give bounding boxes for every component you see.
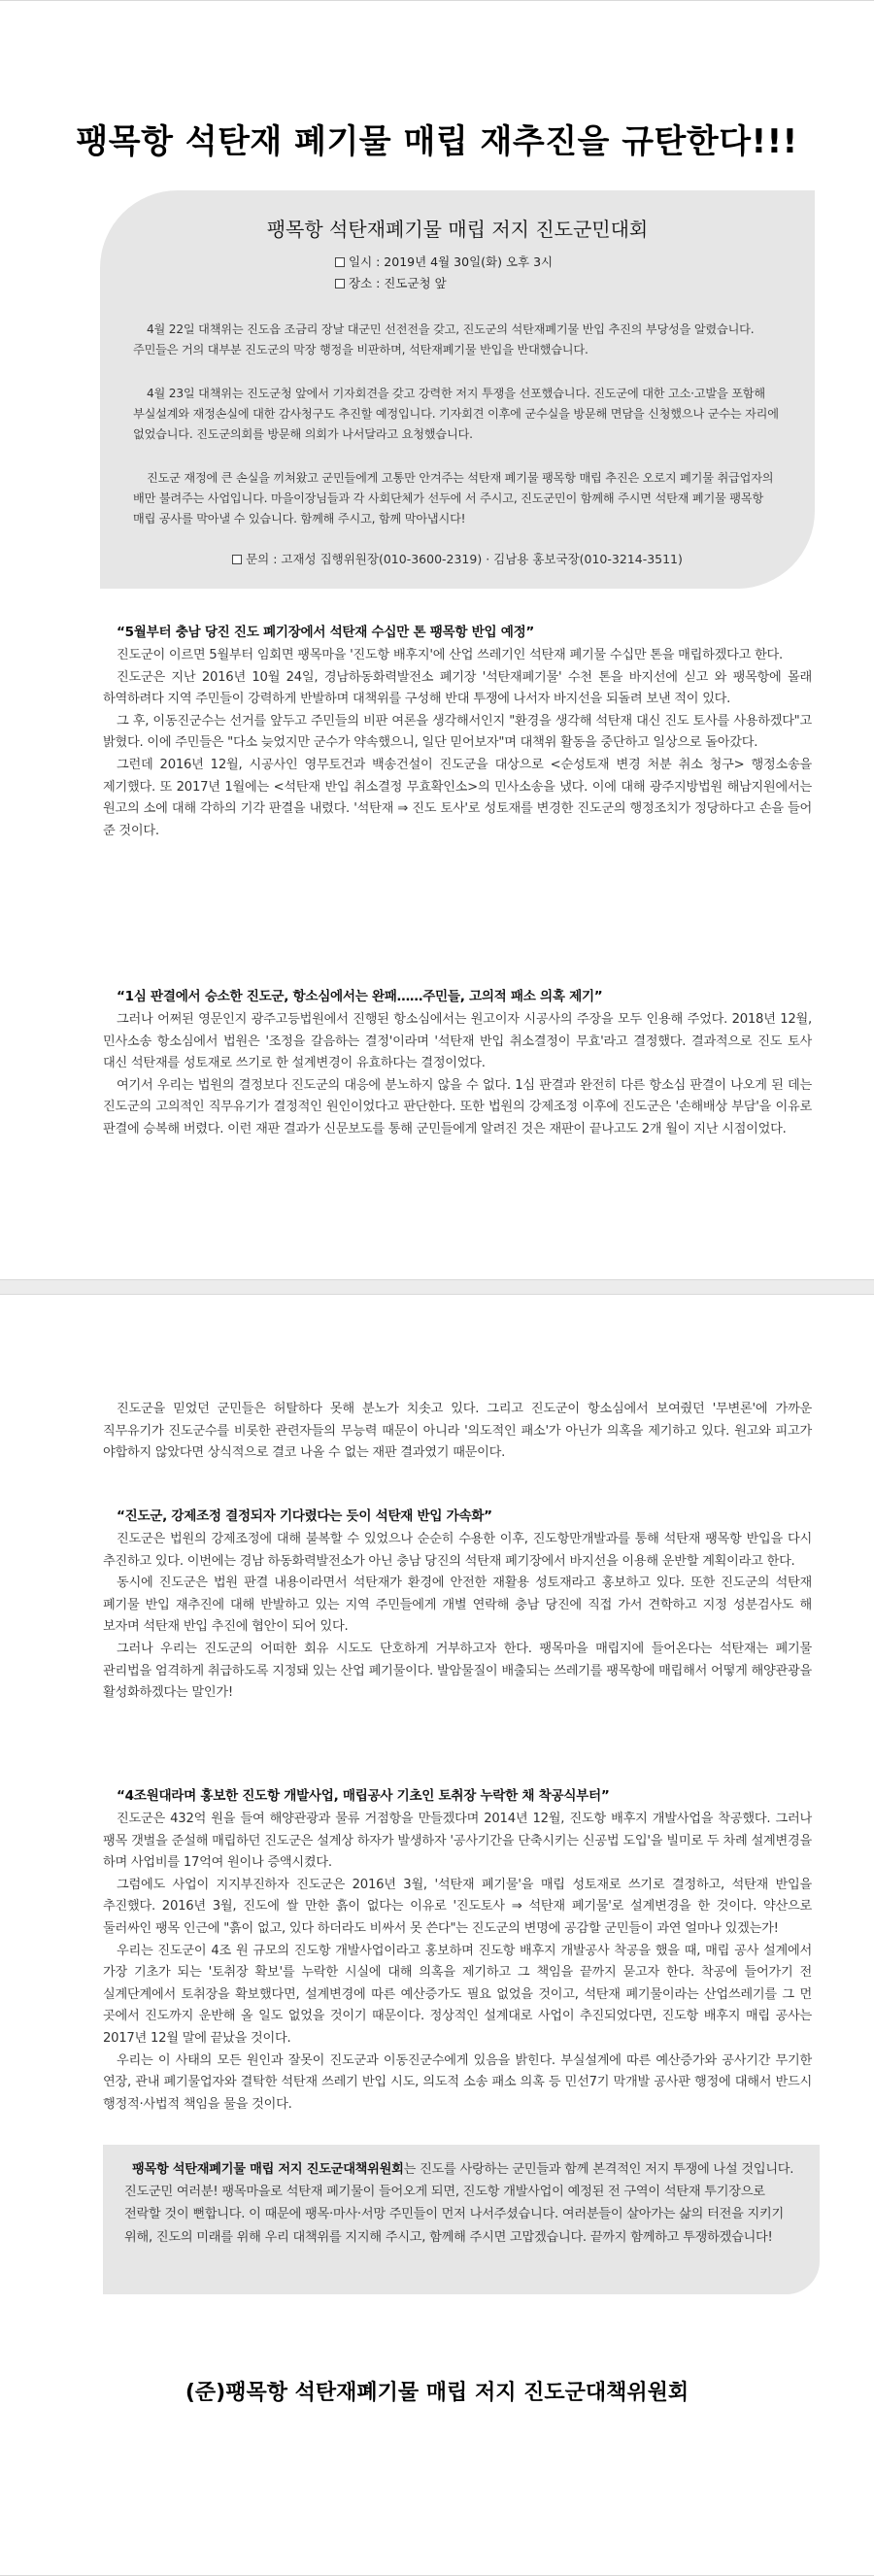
body-paragraph: 우리는 진도군이 4조 원 규모의 진도항 개발사업이라고 홍보하며 진도항 배후지 개발공사 착공을 했을 때, 매립 공사 설계에서 가장 기초가 되는 '토취장 확보'를 누락한 시실에 대해 의혹을 제기하고 그 책임을 끝까지 묻고자 한다. 착공에 들어가기 전 실계단계에서 토취장을 확보했다면, 설계변경에 따른 예산증가도 필요 없었을 것이고, 석탄재 폐기물이라는 산업쓰레기를 그 먼 곳에서 진도까지 운반해 올 일도 없었을 것이기 때문이다. 정상적인 설계대로 사업이 추진되었다면, 진도항 배후지 매립 공사는 2017년 12월 말에 끝났을 것이다. [103, 1943, 812, 2046]
closing-organization: 팽목항 석탄재폐기물 매립 저지 진도군대책위원회 [132, 2162, 404, 2177]
notice-paragraph: 4월 23일 대책위는 진도군청 앞에서 기자회견을 갖고 강력한 저지 투쟁을 선포했습니다. 진도군에 대한 고소·고발을 포함해 부실설계와 재정손실에 대한 감사청구도 추진할 예정입니다. 기자회견 이후에 군수실을 방문해 면담을 신청했으나 군수는 자리에 없었습니다. 진도군의회를 방문해 의회가 나서달라고 요청했습니다. [133, 387, 779, 441]
checkbox-icon [335, 279, 345, 288]
section-heading: “1심 판결에서 승소한 진도군, 항소심에서는 완패……주민들, 고의적 패소 의혹 제기” [117, 989, 603, 1004]
body-paragraph: 진도군이 이르면 5월부터 임회면 팽목마을 '진도항 배후지'에 산업 쓰레기인 석탄재 폐기물 수십만 톤을 매립하겠다고 한다. [117, 648, 783, 662]
body-paragraph: 우리는 이 사태의 모든 원인과 잘못이 진도군과 이동진군수에게 있음을 밝힌다. 부실설계에 따른 예산증가와 공사기간 무기한 연장, 관내 폐기물업자와 결탁한 석탄재 쓰레기 반입 시도, 의도적 소송 패소 의혹 등 민선7기 막개발 공사판 행정에 대해서 반드시 행정적·사법적 책임을 물을 것이다. [103, 2052, 812, 2112]
section-1 [103, 622, 812, 842]
notice-paragraph: 4월 22일 대책위는 진도읍 조금리 장날 대군민 선전전을 갖고, 진도군의 석탄재폐기물 반입 추진의 부당성을 알렸습니다. 주민들은 거의 대부분 진도군의 막장 행정을 비판하며, 석탄재폐기물 반입을 반대했습니다. [133, 322, 755, 356]
section-3 [103, 1399, 812, 1465]
body-paragraph: 진도군을 믿었던 군민들은 허탈하다 못해 분노가 치솟고 있다. 그리고 진도군이 항소심에서 보여줬던 '무변론'에 가까운 직무유기가 진도군수를 비롯한 관련자들의 무능력 때문이 아니라 '의도적인 패소'가 아닌가 의혹을 제기하고 있다. 원고와 피고가 야합하지 않았다면 상식적으로 결코 나올 수 없는 재판 결과였기 때문이다. [103, 1402, 812, 1461]
notice-contact-row [100, 550, 815, 567]
closing-text: 는 진도를 사랑하는 군민들과 함께 본격적인 저지 투쟁에 나설 것입니다. 진도군민 여러분! 팽목마을로 석탄재 폐기물이 들어오게 되면, 진도항 개발사업이 예정된 전 구역이 석탄재 투기장으로 전락할 것이 뻔합니다. 이 때문에 팽목·마사·서망 주민들이 먼저 나서주셨습니다. 여러분들이 살아가는 삶의 터전을 지키기 위해, 진도의 미래를 위해 우리 대책위를 지지해 주시고, 함께해 주시면 고맙겠습니다. 끝까지 함께하고 투쟁하겠습니다! [124, 2162, 794, 2245]
notice-info [133, 252, 782, 294]
notice-paragraph: 진도군 재정에 큰 손실을 끼쳐왔고 군민들에게 고통만 안겨주는 석탄재 폐기물 팽목항 매립 추진은 오로지 폐기물 취급업자의 배만 불려주는 사업입니다. 마을이장님들과 각 사회단체가 선두에 서 주시고, 진도군민이 함께해 주시면 석탄재 폐기물 팽목항 매립 공사를 막아낼 수 있습니다. 함께해 주시고, 함께 막아냅시다! [133, 471, 774, 525]
section-heading: “4조원대라며 홍보한 진도항 개발사업, 매립공사 기초인 토취장 누락한 채 착공식부터” [117, 1788, 610, 1804]
body-paragraph: 그럼에도 사업이 지지부진하자 진도군은 2016년 3월, '석탄재 폐기물'을 매립 성토재로 쓰기로 결정하고, 석탄재 반입을 추진했다. 2016년 3월, 진도에 쌀 만한 흙이 없다는 이유로 '진도토사 ⇒ 석탄재 폐기물'로 설계변경을 한 것이다. 약산으로 둘러싸인 팽목 인근에 "흙이 없고, 있다 하더라도 비싸서 못 쓴다"는 진도군의 변명에 공감할 군민들이 과연 얼마나 있겠는가! [103, 1877, 812, 1936]
body-paragraph: 진도군은 432억 원을 들여 해양관광과 물류 거점항을 만들겠다며 2014년 12월, 진도항 배후지 개발사업을 착공했다. 그러나 팽목 갯벌을 준설해 매립하던 진도군은 설계상 하자가 발생하자 '공사기간을 단축시키는 신공법 도입'을 빌미로 두 차례 설계변경을 하며 사업비를 17억여 원이나 증액시켰다. [103, 1812, 812, 1871]
section-2 [103, 986, 812, 1141]
notice-place: 장소 : 진도군청 앞 [349, 276, 447, 290]
checkbox-icon [335, 257, 345, 267]
body-paragraph: 여기서 우리는 법원의 결정보다 진도군의 대응에 분노하지 않을 수 없다. 1심 판결과 완전히 다른 항소심 판결이 나오게 된 데는 진도군의 고의적인 직무유기가 결정적인 원인이었다고 판단한다. 또한 법원의 강제조정 이후에 진도군은 '손해배상 부담'을 이유로 판결에 승복해 버렸다. 이런 재판 결과가 신문보도를 통해 군민들에게 알려진 것은 재판이 끝나고도 2개 월이 지난 시점이었다. [103, 1077, 812, 1136]
notice-datetime-row [335, 252, 782, 273]
notice-contact: 문의 : 고재성 집행위원장(010-3600-2319) · 김남용 홍보국장(010-3214-3511) [246, 552, 683, 566]
main-title: 팽목항 석탄재 폐기물 매립 재추진을 규탄한다!!! [76, 122, 798, 161]
footer-signature: (준)팽목항 석탄재폐기물 매립 저지 진도군대책위원회 [185, 2381, 689, 2405]
checkbox-icon [232, 555, 242, 564]
notice-title: 팽목항 석탄재폐기물 매립 저지 진도군민대회 [266, 218, 649, 241]
body-paragraph: 동시에 진도군은 법원 판결 내용이라면서 석탄재가 환경에 안전한 재활용 성토재라고 홍보하고 있다. 또한 진도군의 석탄재 폐기물 반입 재추진에 대해 반발하고 있는 지역 주민들에게 개별 연락해 충남 당진에 직접 가서 견학하고 지정 성분검사도 해 보자며 석탄재 반입 추진에 협안이 되어 있다. [103, 1576, 812, 1635]
notice-datetime: 일시 : 2019년 4월 30일(화) 오후 3시 [349, 254, 554, 269]
notice-place-row [335, 273, 782, 294]
closing-statement-box [103, 2145, 820, 2294]
section-5 [103, 1785, 812, 2116]
body-paragraph: 그러나 어쩌된 영문인지 광주고등법원에서 진행된 항소심에서는 원고이자 시공사의 주장을 모두 인용해 주었다. 2018년 12월, 민사소송 항소심에서 법원은 '조정을 갈음하는 결정'이라며 '석탄재 반입 취소결정이 무효'라고 결정했다. 결과적으로 진도 토사 대신 석탄재를 성토재로 쓰기로 한 설계변경이 유효하다는 결정이었다. [103, 1012, 812, 1071]
section-heading: “5월부터 충남 당진 진도 폐기장에서 석탄재 수십만 톤 팽목항 반입 예정” [117, 625, 535, 640]
section-heading: “진도군, 강제조정 결정되자 기다렸다는 듯이 석탄재 반입 가속화” [117, 1508, 492, 1524]
body-paragraph: 그 후, 이동진군수는 선거를 앞두고 주민들의 비판 여론을 생각해서인지 "환경을 생각해 석탄재 대신 진도 토사를 사용하겠다"고 밝혔다. 이에 주민들은 "다소 늦었지만 군수가 약속했으니, 일단 믿어보자"며 대책위 활동을 중단하고 일상으로 돌아갔다. [103, 713, 812, 751]
body-paragraph: 그런데 2016년 12월, 시공사인 영무토건과 백송건설이 진도군을 대상으로 <순성토재 변경 처분 취소 청구> 행정소송을 제기했다. 또 2017년 1월에는 <석탄재 반입 취소결정 무효확인소>의 민사소송을 냈다. 이에 대해 광주지방법원 해남지원에서는 원고의 소에 대해 각하의 기각 판결을 내렸다. '석탄재 ⇒ 진도 토사'로 성토재를 변경한 진도군의 행정조치가 정당하다고 손을 들어 준 것이다. [103, 757, 812, 838]
body-paragraph: 진도군은 법원의 강제조정에 대해 불복할 수 있었으나 순순히 수용한 이후, 진도항만개발과를 통해 석탄재 팽목항 반입을 다시 추진하고 있다. 이번에는 경남 하동화력발전소가 아닌 충남 당진의 석탄재 폐기장에서 바지선을 이용해 운반할 계획이라고 한다. [103, 1532, 812, 1569]
rally-notice-box [100, 190, 815, 589]
section-4 [103, 1506, 812, 1705]
body-paragraph: 진도군은 지난 2016년 10월 24일, 경남하동화력발전소 폐기장 '석탄재폐기물' 수천 톤을 바지선에 싣고 와 팽목항에 몰래 하역하려다 지역 주민들이 강력하게 반발하며 대책위를 구성해 반대 투쟁에 나서자 바지선을 되돌려 보낸 적이 있다. [103, 669, 812, 707]
body-paragraph: 그러나 우리는 진도군의 어떠한 회유 시도도 단호하게 거부하고자 한다. 팽목마을 매립지에 들어온다는 석탄재는 폐기물 관리법을 엄격하게 취급하도록 지정돼 있는 산업 폐기물이다. 발암물질이 배출되는 쓰레기를 팽목항에 매립해서 어떻게 해양관광을 활성화하겠다는 말인가! [103, 1641, 812, 1701]
